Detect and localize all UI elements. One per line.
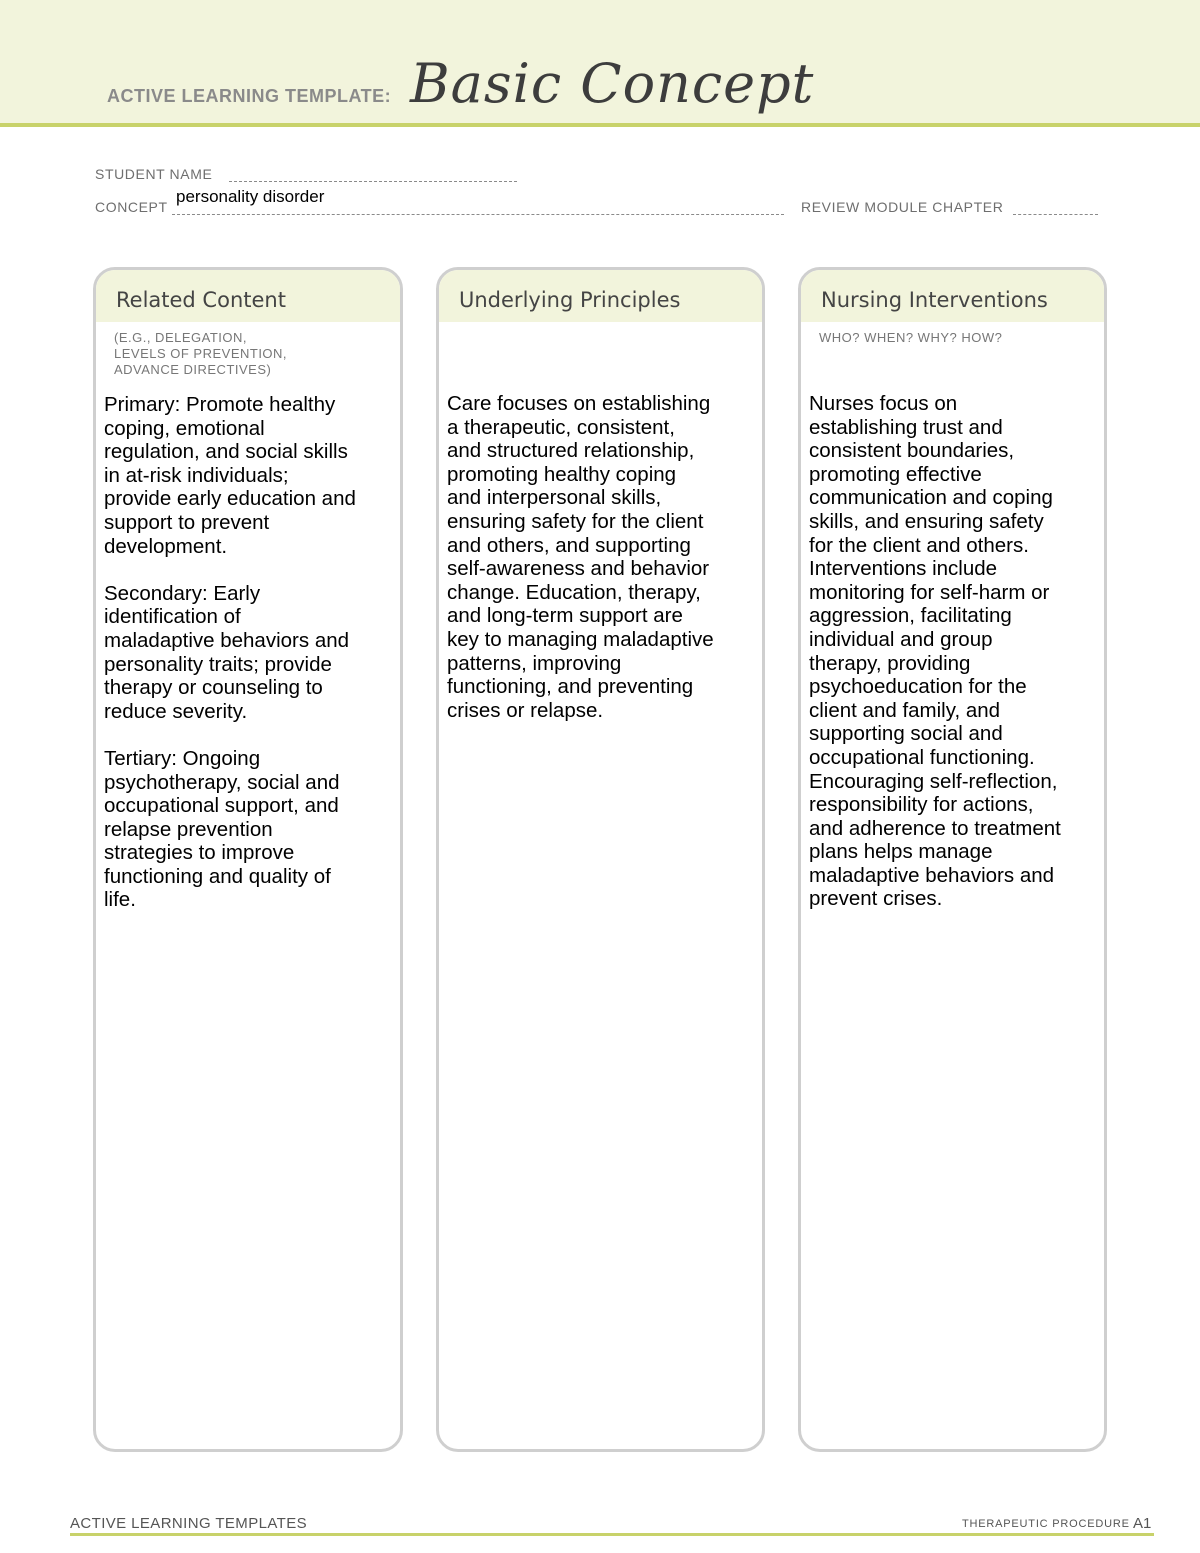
concept-field[interactable] [172,214,784,215]
footer-rule [70,1533,1154,1536]
related-content-title: Related Content [116,288,286,312]
footer-left-label: ACTIVE LEARNING TEMPLATES [70,1515,307,1532]
related-content-panel [93,267,403,1452]
template-label: ACTIVE LEARNING TEMPLATE: [107,86,392,106]
footer-page-number: A1 [1133,1515,1152,1532]
underlying-principles-panel [436,267,765,1452]
nursing-interventions-panel [798,267,1107,1452]
header-rule [0,123,1200,127]
review-module-label: REVIEW MODULE CHAPTER [801,199,1004,215]
related-content-text[interactable]: Primary: Promote healthy coping, emotional regulation, and social skills in at-risk individuals; provide early education and support to prevent development. Secondary: Early identification of maladaptive behaviors and personality traits; provide therapy or counseling to reduce severity. Tertiary: Ongoing psychotherapy, social and occupational support, and relapse prevention strategies to improve functioning and quality of life. [104,393,356,912]
concept-value[interactable]: personality disorder [176,187,325,206]
footer-right-label: THERAPEUTIC PROCEDURE [962,1518,1130,1530]
template-title: Basic Concept [410,52,815,115]
related-content-subtitle: (E.G., DELEGATION, LEVELS OF PREVENTION, ADVANCE DIRECTIVES) [114,330,288,377]
nursing-interventions-subtitle: WHO? WHEN? WHY? HOW? [819,330,1003,345]
underlying-principles-title: Underlying Principles [459,288,681,312]
nursing-interventions-text[interactable]: Nurses focus on establishing trust and consistent boundaries, promoting effective communication and coping skills, and ensuring safety for the client and others. Interventions include monitoring for self-harm or aggression, facilitating individual and group therapy, providing psychoeducation for the client and family, and supporting social and occupational functioning. Encouraging self-reflection, responsibility for actions, and adherence to treatment plans helps manage maladaptive behaviors and prevent crises. [809,392,1061,911]
concept-label: CONCEPT [95,199,168,215]
student-name-label: STUDENT NAME [95,166,213,182]
underlying-principles-text[interactable]: Care focuses on establishing a therapeutic, consistent, and structured relationship, promoting healthy coping and interpersonal skills, ensuring safety for the client and others, and supporting self-awareness and behavior change. Education, therapy, and long-term support are key to managing maladaptive patterns, improving functioning, and preventing crises or relapse. [447,392,714,722]
nursing-interventions-title: Nursing Interventions [821,288,1048,312]
review-module-field[interactable] [1013,214,1098,215]
student-name-field[interactable] [229,181,517,182]
